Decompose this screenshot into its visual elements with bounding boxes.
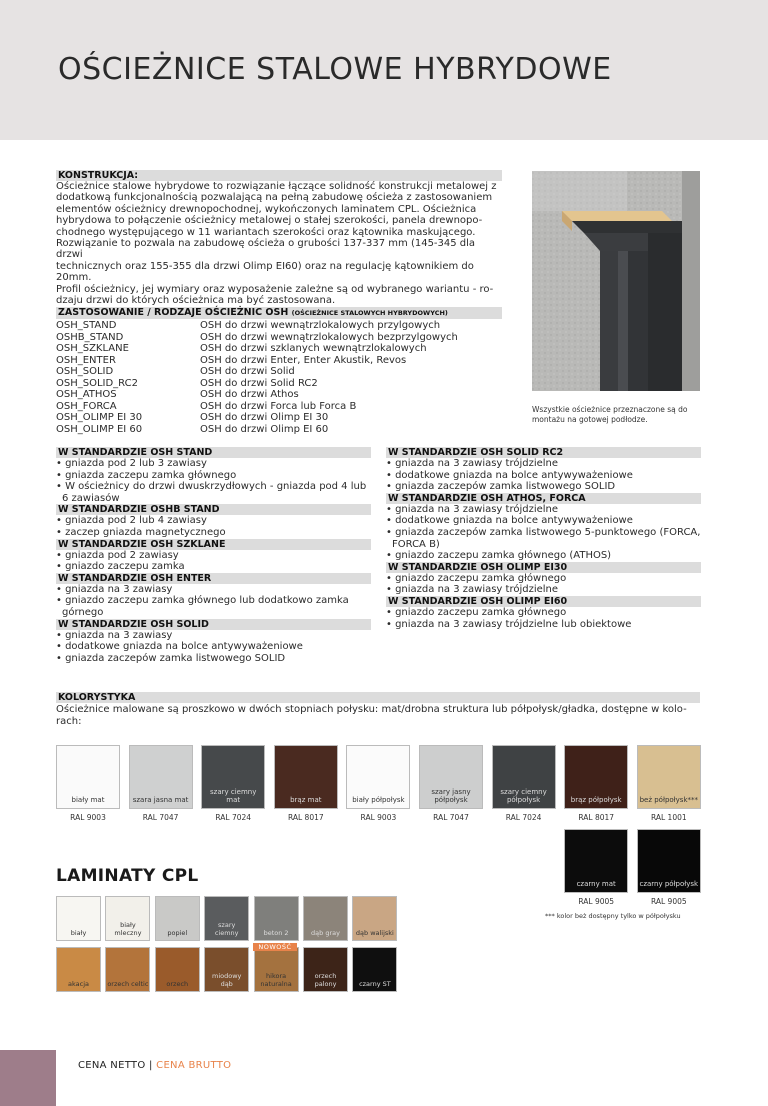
color-swatch-label: szary ciemny półpołysk (500, 788, 547, 804)
type-description: OSH do drzwi Solid (200, 366, 295, 378)
type-description: OSH do drzwi Athos (200, 389, 299, 401)
standard-item: • gniazda na 3 zawiasy trójdzielne (386, 504, 701, 516)
zastosowanie-heading-note: (OŚCIEŻNICE STALOWYCH HYBRYDOWYCH) (291, 309, 448, 318)
standards-right-column (386, 447, 701, 630)
type-code: OSH_OLIMP EI 30 (56, 412, 143, 424)
laminate-label: beton 2 (263, 928, 289, 937)
laminate-label: dąb walijski (355, 928, 394, 937)
laminate-label: biały (70, 928, 87, 937)
page-title: OŚCIEŻNICE STALOWE HYBRYDOWE (58, 52, 612, 87)
type-description: OSH do drzwi wewnątrzlokalowych przylgowych (200, 320, 441, 332)
konstrukcja-line: 20mm. (56, 272, 92, 284)
konstrukcja-line: Profil ościeżnicy, jej wymiary oraz wyposażenie zależne są od wybranego wariantu - ro- (56, 283, 494, 295)
color-swatch-label: szary jasny półpołysk (431, 788, 471, 804)
type-code: OSH_STAND (56, 320, 117, 332)
laminate-label: czarny ST (359, 979, 391, 988)
laminate-swatch (155, 947, 200, 992)
type-code: OSH_ATHOS (56, 389, 117, 401)
standard-item: • gniazda na 3 zawiasy (56, 584, 371, 596)
standard-heading: W STANDARDZIE OSH OLIMP EI60 (386, 596, 701, 607)
konstrukcja-line: Rozwiązanie to pozwala na zabudowę ościeża o grubości 137-337 mm (145-345 dla drzwi (56, 238, 476, 261)
laminaty-title: LAMINATY CPL (56, 866, 199, 886)
color-swatch (637, 745, 701, 809)
standard-item: • gniazdo zaczepu zamka (56, 561, 371, 573)
type-row (56, 401, 502, 413)
color-swatch-label: czarny mat (576, 880, 616, 888)
laminate-label: akacja (68, 979, 89, 988)
standard-item: • dodatkowe gniazda na bolce antywyważeniowe (386, 515, 701, 527)
laminate-swatch (204, 947, 249, 992)
laminate-swatch (155, 896, 200, 941)
color-swatch-label: brąz półpołysk (570, 796, 622, 804)
standard-item: • gniazda zaczepów zamka listwowego 5-punktowego (FORCA, FORCA B) (386, 527, 701, 550)
ral-code: RAL 9005 (650, 897, 687, 906)
standard-heading: W STANDARDZIE OSH SZKLANE (56, 539, 371, 550)
konstrukcja-heading: KONSTRUKCJA: (56, 170, 502, 181)
konstrukcja-line: Ościeżnice stalowe hybrydowe to rozwiązanie łączące solidność konstrukcji metalowej z (56, 181, 497, 192)
standard-item: • gniazdo zaczepu zamka głównego (386, 607, 701, 619)
standard-heading: W STANDARDZIE OSH ATHOS, FORCA (386, 493, 701, 504)
laminate-swatch (254, 896, 299, 941)
ral-code: RAL 9003 (360, 813, 397, 822)
ral-code: RAL 7024 (505, 813, 542, 822)
color-swatch (56, 745, 120, 809)
type-row (56, 366, 502, 378)
footnote: *** kolor beż dostępny tylko w półpołysku (545, 912, 681, 920)
frame-photo (532, 171, 700, 391)
zastosowanie-heading (56, 307, 502, 319)
laminate-swatch (254, 947, 299, 992)
color-swatch-label: czarny półpołysk (639, 880, 699, 888)
kolorystyka-text-line: Ościeżnice malowane są proszkowo w dwóch stopniach połysku: mat/drobna struktura lub półpołysk/gładka, dostępne w kolo- (56, 704, 687, 715)
ral-code: RAL 7024 (215, 813, 252, 822)
color-swatch-label: beż półpołysk*** (639, 796, 699, 804)
type-code: OSH_ENTER (56, 354, 116, 366)
laminate-label: miodowy dąb (211, 972, 242, 988)
type-row (56, 320, 502, 332)
standard-heading: W STANDARDZIE OSH SOLID (56, 619, 371, 630)
color-swatch (492, 745, 556, 809)
standard-item: • W ościeżnicy do drzwi dwuskrzydłowych - gniazda pod 4 lub 6 zawiasów (56, 481, 371, 504)
type-code: OSH_SOLID_RC2 (56, 377, 138, 389)
laminate-label: orzech celtic (107, 979, 149, 988)
ral-code: RAL 8017 (287, 813, 324, 822)
standard-item: • gniazda zaczepów zamka listwowego SOLID (386, 481, 701, 493)
color-swatch (564, 829, 628, 893)
color-swatch (637, 829, 701, 893)
laminate-swatch (105, 947, 150, 992)
type-description: OSH do drzwi wewnątrzlokalowych bezprzylgowych (200, 331, 458, 343)
color-swatch-label: szara jasna mat (132, 796, 189, 804)
standard-heading: W STANDARDZIE OSH ENTER (56, 573, 371, 584)
standard-heading: W STANDARDZIE OSH STAND (56, 447, 371, 458)
type-row (56, 389, 502, 401)
zastosowanie-heading-text: ZASTOSOWANIE / RODZAJE OŚCIEŻNIC OSH (58, 307, 289, 319)
color-swatch-label: biały mat (71, 796, 105, 804)
type-description: OSH do drzwi Olimp EI 30 (200, 412, 329, 424)
color-swatch (564, 745, 628, 809)
price-brutto: CENA BRUTTO (156, 1060, 232, 1071)
konstrukcja-line: hybrydowa to połączenie ościeżnicy metalowej o stałej szerokości, panela drewnopo- (56, 215, 483, 227)
color-swatch-label: szary ciemny mat (210, 788, 257, 804)
price-netto: CENA NETTO (78, 1060, 146, 1071)
laminate-label: orzech (166, 979, 189, 988)
standard-list (56, 584, 371, 619)
standard-heading: W STANDARDZIE OSH OLIMP EI30 (386, 562, 701, 573)
standard-item: • gniazdo zaczepu zamka głównego (386, 573, 701, 585)
type-row (56, 355, 502, 367)
type-code: OSHB_STAND (56, 331, 124, 343)
type-description: OSH do drzwi Enter, Enter Akustik, Revos (200, 354, 407, 366)
standard-item: • gniazda na 3 zawiasy trójdzielne (386, 458, 701, 470)
standard-heading: W STANDARDZIE OSH SOLID RC2 (386, 447, 701, 458)
type-row (56, 378, 502, 390)
type-description: OSH do drzwi Solid RC2 (200, 377, 318, 389)
price-separator: | (145, 1060, 157, 1071)
color-swatch-label: biały półpołysk (352, 796, 405, 804)
konstrukcja-section (56, 170, 502, 435)
konstrukcja-line: technicznych oraz 155-355 dla drzwi Olimp EI60) oraz na regulację kątownikiem do (56, 260, 474, 272)
photo-caption-line: montażu na gotowej podłodze. (532, 414, 648, 424)
type-description: OSH do drzwi szklanych wewnątrzlokalowych (200, 343, 427, 355)
color-swatch-label: brąz mat (290, 796, 322, 804)
standard-list (386, 607, 701, 630)
kolorystyka-text-line: rach: (56, 715, 82, 727)
nowosc-badge: NOWOŚĆ (253, 943, 297, 951)
standards-left-column (56, 447, 371, 664)
standard-item: • gniazdo zaczepu zamka głównego (ATHOS) (386, 550, 701, 562)
type-row (56, 332, 502, 344)
kolorystyka-heading: KOLORYSTYKA (56, 692, 700, 703)
photo-caption (532, 405, 707, 424)
konstrukcja-line: chodnego występującego w 11 wariantach szerokości oraz kątownika maskującego. (56, 226, 476, 238)
standard-list (386, 573, 701, 596)
type-code: OSH_SZKLANE (56, 343, 129, 355)
type-description: OSH do drzwi Forca lub Forca B (200, 400, 357, 412)
konstrukcja-paragraph-2 (56, 284, 502, 307)
footer-prices (78, 1060, 231, 1071)
konstrukcja-paragraph-1 (56, 181, 502, 284)
standard-list (56, 515, 371, 538)
type-code: OSH_FORCA (56, 400, 117, 412)
ral-code: RAL 9003 (70, 813, 106, 822)
type-code: OSH_OLIMP EI 60 (56, 423, 143, 435)
standard-list (56, 630, 371, 665)
standard-item: • gniazda na 3 zawiasy (56, 630, 371, 642)
standard-item: • gniazda pod 2 lub 4 zawiasy (56, 515, 371, 527)
ral-code: RAL 7047 (142, 813, 179, 822)
laminate-label: hikora naturalna (260, 972, 292, 988)
laminate-swatch (303, 896, 348, 941)
laminate-label: popiel (167, 928, 188, 937)
laminate-swatch (105, 896, 150, 941)
type-code: OSH_SOLID (56, 366, 114, 378)
color-swatch (201, 745, 265, 809)
footer-band (0, 1050, 56, 1106)
konstrukcja-line: dodatkową funkcjonalnością pozwalającą na pełną zabudowę ościeża z zastosowaniem (56, 192, 493, 204)
standard-list (56, 550, 371, 573)
color-swatch (346, 745, 410, 809)
ral-code: RAL 9005 (578, 897, 615, 906)
standard-item: • gniazdo zaczepu zamka głównego lub dodatkowo zamka górnego (56, 595, 371, 618)
standard-list (386, 504, 701, 562)
laminate-swatch (352, 947, 397, 992)
color-swatch (129, 745, 193, 809)
standard-item: • gniazda zaczepu zamka głównego (56, 470, 371, 482)
laminate-label: orzech palony (314, 972, 337, 988)
standard-item: • gniazda zaczepów zamka listwowego SOLID (56, 653, 371, 665)
types-list (56, 320, 502, 435)
laminate-swatch (204, 896, 249, 941)
laminate-label: biały mleczny (114, 921, 142, 937)
standard-item: • zaczep gniazda magnetycznego (56, 527, 371, 539)
konstrukcja-line: elementów ościeżnicy drewnopochodnej, wykończonych laminatem CPL. Ościeżnica (56, 203, 477, 215)
standard-item: • gniazda na 3 zawiasy trójdzielne lub obiektowe (386, 619, 701, 631)
laminate-swatch (352, 896, 397, 941)
color-swatch (274, 745, 338, 809)
laminate-swatch (56, 947, 101, 992)
ral-code: RAL 1001 (650, 813, 687, 822)
standard-heading: W STANDARDZIE OSHB STAND (56, 504, 371, 515)
konstrukcja-line: dzaju drzwi do których ościeżnica ma być zastosowana. (56, 295, 336, 307)
standard-item: • dodatkowe gniazda na bolce antywyważeniowe (56, 641, 371, 653)
standard-item: • dodatkowe gniazda na bolce antywyważeniowe (386, 470, 701, 482)
standard-item: • gniazda pod 2 zawiasy (56, 550, 371, 562)
laminate-label: dąb gray (311, 928, 340, 937)
laminate-label: szary ciemny (214, 921, 239, 937)
standard-item: • gniazda na 3 zawiasy trójdzielne (386, 584, 701, 596)
type-row (56, 412, 502, 424)
standard-item: • gniazda pod 2 lub 3 zawiasy (56, 458, 371, 470)
kolorystyka-section (56, 692, 700, 727)
type-row (56, 343, 502, 355)
type-description: OSH do drzwi Olimp EI 60 (200, 423, 329, 435)
laminate-swatch (303, 947, 348, 992)
standard-list (386, 458, 701, 493)
ral-code: RAL 8017 (578, 813, 615, 822)
laminate-swatch (56, 896, 101, 941)
color-swatch (419, 745, 483, 809)
photo-caption-line: Wszystkie ościeżnice przeznaczone są do (532, 405, 688, 414)
ral-code: RAL 7047 (433, 813, 469, 822)
type-row (56, 424, 502, 436)
standard-list (56, 458, 371, 504)
